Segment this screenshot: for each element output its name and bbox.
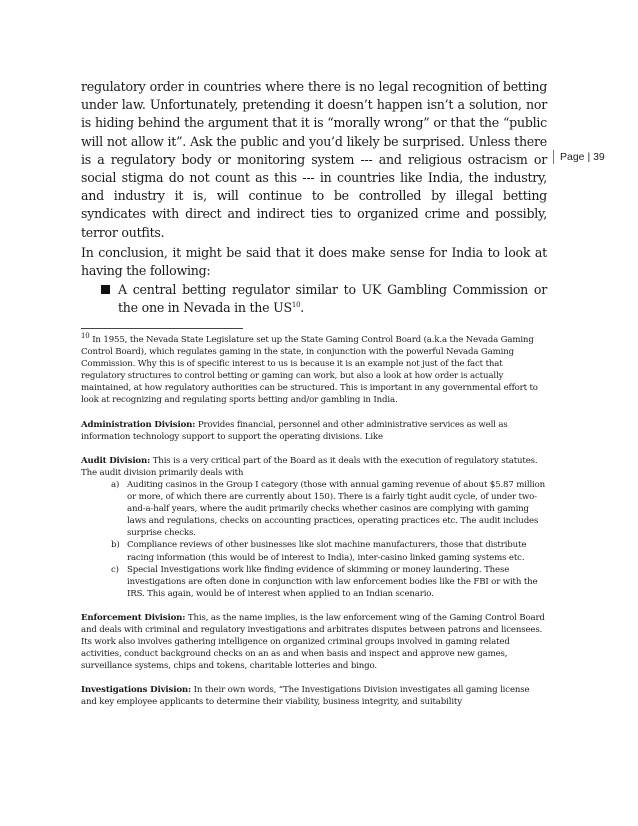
body-paragraph: regulatory order in countries where there is no legal recognition of betting under law. Unfortunately, pretending it doesn’t happen isn’t a solution, nor is hiding behind the argument that it is “morally wrong” or that the “public will not allow it”. Ask the public and you’d likely be surprised. Unless there is a regulatory body or monitoring system --- and religious ostracism or social stigma do not count as this --- in countries like India, the industry, and industry it is, will continue to be controlled by illegal betting syndicates with direct and indirect ties to organized crime and possibly, terror outfits.	[81, 79, 547, 240]
footnote-ref[interactable]: 10	[291, 301, 301, 310]
enforcement-division: Enforcement Division: This, as the name implies, is the law enforcement wing of the Gaming Control Board and deals with criminal and regulatory investigations and arbitrates disputes between patrons and licensees. Its work also involves gathering intelligence on organized criminal groups involved in gaming related activities, conduct background checks on an as and when basis and inspect and approve new games, surveillance systems, chips and tokens, charitable lotteries and bingo.	[81, 612, 545, 672]
footnote-intro: $^{10}$ In 1955, the Nevada State Legislature set up the State Gaming Control Board (a.k.a the Nevada Gaming Control Board), which regulates gaming in the state, in conjunction with the powerful Nevada Gaming Commission. Why this is of specific interest to us is because it is an example not just of the fact that regulatory structures to control betting or gaming can work, but also a look at how order is actually maintained, at how regulatory authorities can be structured. This is important in any governmental effort to look at recognizing and regulating sports betting and/or gambling in India.	[81, 332, 538, 406]
audit-division-title: Audit Division:	[81, 455, 151, 466]
list-item: b) Compliance reviews of other businesses like slot machine manufacturers, those that distribute racing information (this would be of interest to India), inter-casino linked gaming systems etc.	[111, 540, 527, 563]
enforcement-division-title: Enforcement Division:	[81, 612, 186, 623]
audit-division: Audit Division: This is a very critical part of the Board as it deals with the execution of regulatory statutes. The audit division primarily deals with	[81, 455, 538, 478]
investigations-division-title: Investigations Division:	[81, 685, 192, 696]
audit-list	[81, 479, 547, 600]
list-item: a) Auditing casinos in the Group I category (those with annual gaming revenue of about $5.87 million or more, of which there are currently about 150). There is a fairly tight audit cycle, of under two-and-a-half years, where the audit primarily checks whether casinos are complying with gaming laws and regulations, checks on accounting practices, operating practices etc. The audit includes surprise checks.	[111, 479, 546, 539]
admin-division-title: Administration Division:	[81, 419, 196, 430]
list-item: c) Special Investigations work like finding evidence of skimming or money laundering. These investigations are often done in conjunction with law enforcement bodies like the FBI or with the IRS. This again, would be of interest when applied to an Indian scenario.	[111, 564, 538, 599]
page-number: Page | 39	[553, 150, 605, 164]
footnote-block	[81, 334, 547, 721]
bullet-item	[101, 281, 547, 317]
square-bullet-icon	[101, 285, 110, 294]
conclusion-paragraph: In conclusion, it might be said that it does make sense for India to look at having the following:	[81, 245, 547, 279]
admin-division: Administration Division: Provides financial, personnel and other administrative services as well as information technology support to support the operating divisions. Like	[81, 419, 508, 442]
bullet-text: A central betting regulator similar to UK Gambling Commission or the one in Nevada in the US$^{10}$.	[118, 282, 547, 316]
footnote-number: 10	[81, 332, 90, 341]
footnote-separator	[81, 328, 243, 329]
investigations-division: Investigations Division: In their own words, “The Investigations Division investigates all gaming license and key employee applicants to determine their viability, business integrity, and suitability	[81, 685, 530, 708]
